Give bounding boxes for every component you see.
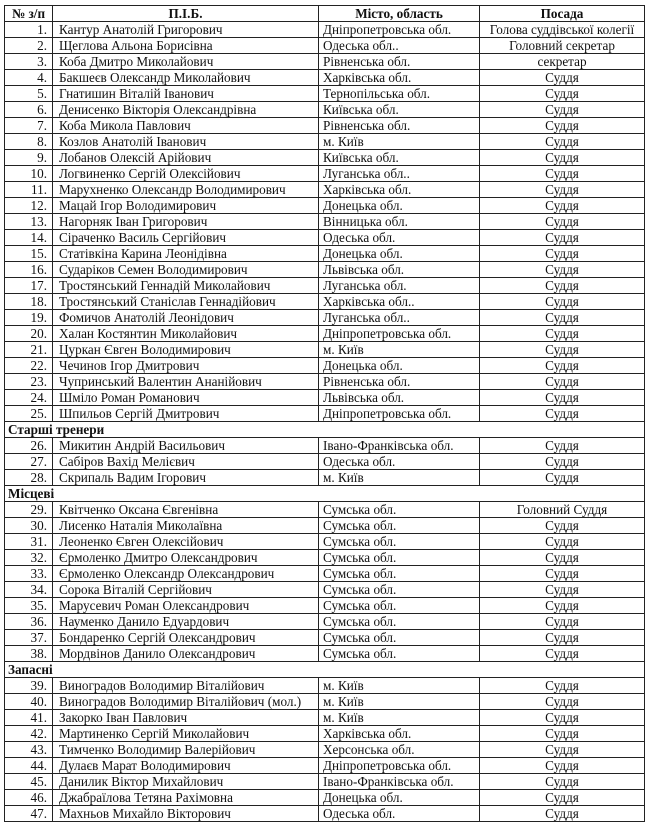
city-region-cell: Сумська обл. xyxy=(319,630,480,646)
table-row xyxy=(5,150,645,166)
city-region-cell: Харківська обл. xyxy=(319,182,480,198)
full-name-cell: Сабіров Вахід Мелієвич xyxy=(53,454,319,470)
city-region-cell: м. Київ xyxy=(319,342,480,358)
row-number: 33. xyxy=(5,566,53,582)
table-row xyxy=(5,566,645,582)
city-region-cell: м. Київ xyxy=(319,134,480,150)
row-number: 43. xyxy=(5,742,53,758)
position-cell: Суддя xyxy=(480,390,645,406)
row-number: 36. xyxy=(5,614,53,630)
position-cell: Суддя xyxy=(480,598,645,614)
section-title: Запасні xyxy=(5,662,645,678)
city-region-cell: Харківська обл. xyxy=(319,70,480,86)
city-region-cell: Луганська обл.. xyxy=(319,310,480,326)
row-number: 10. xyxy=(5,166,53,182)
position-cell: Суддя xyxy=(480,454,645,470)
full-name-cell: Тростянський Геннадій Миколайович xyxy=(53,278,319,294)
table-row xyxy=(5,326,645,342)
position-cell: Голова суддівської колегії xyxy=(480,22,645,38)
full-name-cell: Марусевич Роман Олександрович xyxy=(53,598,319,614)
full-name-cell: Єрмоленко Дмитро Олександрович xyxy=(53,550,319,566)
full-name-cell: Щеглова Альона Борисівна xyxy=(53,38,319,54)
city-region-cell: Одеська обл. xyxy=(319,230,480,246)
row-number: 37. xyxy=(5,630,53,646)
row-number: 17. xyxy=(5,278,53,294)
judges-document xyxy=(4,5,644,822)
full-name-cell: Кантур Анатолій Григорович xyxy=(53,22,319,38)
full-name-cell: Леоненко Євген Олексійович xyxy=(53,534,319,550)
table-row xyxy=(5,806,645,822)
table-row xyxy=(5,438,645,454)
full-name-cell: Скрипаль Вадим Ігорович xyxy=(53,470,319,486)
section-header-row xyxy=(5,662,645,678)
row-number: 44. xyxy=(5,758,53,774)
full-name-cell: Лисенко Наталія Миколаївна xyxy=(53,518,319,534)
full-name-cell: Тростянський Станіслав Геннадійович xyxy=(53,294,319,310)
position-cell: Суддя xyxy=(480,694,645,710)
row-number: 27. xyxy=(5,454,53,470)
position-cell: Суддя xyxy=(480,790,645,806)
city-region-cell: Донецька обл. xyxy=(319,790,480,806)
city-region-cell: Луганська обл. xyxy=(319,278,480,294)
table-row xyxy=(5,118,645,134)
table-row xyxy=(5,166,645,182)
row-number: 15. xyxy=(5,246,53,262)
row-number: 18. xyxy=(5,294,53,310)
header-city-region: Місто, область xyxy=(319,6,480,22)
row-number: 28. xyxy=(5,470,53,486)
row-number: 20. xyxy=(5,326,53,342)
position-cell: Суддя xyxy=(480,118,645,134)
full-name-cell: Закорко Іван Павлович xyxy=(53,710,319,726)
position-cell: Суддя xyxy=(480,278,645,294)
table-row xyxy=(5,710,645,726)
row-number: 25. xyxy=(5,406,53,422)
full-name-cell: Гнатишин Віталій Іванович xyxy=(53,86,319,102)
position-cell: Суддя xyxy=(480,86,645,102)
city-region-cell: Одеська обл.. xyxy=(319,38,480,54)
full-name-cell: Марухненко Олександр Володимирович xyxy=(53,182,319,198)
city-region-cell: Львівська обл. xyxy=(319,390,480,406)
full-name-cell: Квітченко Оксана Євгенівна xyxy=(53,502,319,518)
position-cell: Суддя xyxy=(480,326,645,342)
position-cell: Суддя xyxy=(480,246,645,262)
table-row xyxy=(5,550,645,566)
city-region-cell: Тернопільська обл. xyxy=(319,86,480,102)
table-body xyxy=(5,22,645,822)
table-row xyxy=(5,406,645,422)
city-region-cell: Київська обл. xyxy=(319,102,480,118)
row-number: 24. xyxy=(5,390,53,406)
city-region-cell: Рівненська обл. xyxy=(319,54,480,70)
table-row xyxy=(5,22,645,38)
table-row xyxy=(5,614,645,630)
full-name-cell: Мартиненко Сергій Миколайович xyxy=(53,726,319,742)
row-number: 3. xyxy=(5,54,53,70)
city-region-cell: м. Київ xyxy=(319,678,480,694)
table-row xyxy=(5,790,645,806)
full-name-cell: Мацай Ігор Володимирович xyxy=(53,198,319,214)
row-number: 6. xyxy=(5,102,53,118)
city-region-cell: Сумська обл. xyxy=(319,566,480,582)
position-cell: Суддя xyxy=(480,470,645,486)
city-region-cell: Харківська обл. xyxy=(319,726,480,742)
position-cell: Суддя xyxy=(480,166,645,182)
full-name-cell: Шпильов Сергій Дмитрович xyxy=(53,406,319,422)
full-name-cell: Чупринський Валентин Ананійович xyxy=(53,374,319,390)
row-number: 16. xyxy=(5,262,53,278)
position-cell: Суддя xyxy=(480,518,645,534)
row-number: 21. xyxy=(5,342,53,358)
table-row xyxy=(5,230,645,246)
position-cell: Головний Суддя xyxy=(480,502,645,518)
position-cell: Суддя xyxy=(480,102,645,118)
table-row xyxy=(5,390,645,406)
full-name-cell: Козлов Анатолій Іванович xyxy=(53,134,319,150)
table-row xyxy=(5,278,645,294)
full-name-cell: Коба Микола Павлович xyxy=(53,118,319,134)
position-cell: Суддя xyxy=(480,230,645,246)
position-cell: Суддя xyxy=(480,646,645,662)
full-name-cell: Денисенко Вікторія Олександрівна xyxy=(53,102,319,118)
position-cell: Суддя xyxy=(480,726,645,742)
city-region-cell: Дніпропетровська обл. xyxy=(319,758,480,774)
judges-table xyxy=(4,5,645,822)
table-row xyxy=(5,630,645,646)
table-row xyxy=(5,646,645,662)
full-name-cell: Халан Костянтин Миколайович xyxy=(53,326,319,342)
table-row xyxy=(5,54,645,70)
row-number: 5. xyxy=(5,86,53,102)
row-number: 41. xyxy=(5,710,53,726)
city-region-cell: Донецька обл. xyxy=(319,358,480,374)
city-region-cell: Вінницька обл. xyxy=(319,214,480,230)
position-cell: Суддя xyxy=(480,566,645,582)
table-row xyxy=(5,518,645,534)
row-number: 2. xyxy=(5,38,53,54)
full-name-cell: Бакшеєв Олександр Миколайович xyxy=(53,70,319,86)
position-cell: секретар xyxy=(480,54,645,70)
table-row xyxy=(5,598,645,614)
city-region-cell: Сумська обл. xyxy=(319,582,480,598)
full-name-cell: Сударіков Семен Володимирович xyxy=(53,262,319,278)
city-region-cell: Луганська обл.. xyxy=(319,166,480,182)
city-region-cell: Київська обл. xyxy=(319,150,480,166)
position-cell: Суддя xyxy=(480,630,645,646)
position-cell: Суддя xyxy=(480,774,645,790)
city-region-cell: Дніпропетровська обл. xyxy=(319,22,480,38)
position-cell: Суддя xyxy=(480,710,645,726)
table-row xyxy=(5,182,645,198)
row-number: 14. xyxy=(5,230,53,246)
full-name-cell: Лобанов Олексій Арійович xyxy=(53,150,319,166)
row-number: 23. xyxy=(5,374,53,390)
position-cell: Суддя xyxy=(480,214,645,230)
city-region-cell: м. Київ xyxy=(319,470,480,486)
row-number: 38. xyxy=(5,646,53,662)
table-row xyxy=(5,502,645,518)
city-region-cell: Сумська обл. xyxy=(319,598,480,614)
row-number: 45. xyxy=(5,774,53,790)
city-region-cell: Івано-Франківська обл. xyxy=(319,774,480,790)
full-name-cell: Данилик Віктор Михайлович xyxy=(53,774,319,790)
city-region-cell: Дніпропетровська обл. xyxy=(319,406,480,422)
row-number: 22. xyxy=(5,358,53,374)
position-cell: Суддя xyxy=(480,614,645,630)
table-row xyxy=(5,262,645,278)
position-cell: Суддя xyxy=(480,678,645,694)
header-full-name: П.І.Б. xyxy=(53,6,319,22)
city-region-cell: Рівненська обл. xyxy=(319,374,480,390)
row-number: 42. xyxy=(5,726,53,742)
city-region-cell: Харківська обл.. xyxy=(319,294,480,310)
full-name-cell: Виноградов Володимир Віталійович xyxy=(53,678,319,694)
table-row xyxy=(5,342,645,358)
position-cell: Головний секретар xyxy=(480,38,645,54)
table-row xyxy=(5,70,645,86)
table-row xyxy=(5,310,645,326)
row-number: 47. xyxy=(5,806,53,822)
city-region-cell: Одеська обл. xyxy=(319,806,480,822)
position-cell: Суддя xyxy=(480,438,645,454)
full-name-cell: Джабраїлова Тетяна Рахімовна xyxy=(53,790,319,806)
row-number: 35. xyxy=(5,598,53,614)
row-number: 40. xyxy=(5,694,53,710)
city-region-cell: Херсонська обл. xyxy=(319,742,480,758)
city-region-cell: Сумська обл. xyxy=(319,614,480,630)
row-number: 30. xyxy=(5,518,53,534)
full-name-cell: Цуркан Євген Володимирович xyxy=(53,342,319,358)
table-row xyxy=(5,134,645,150)
city-region-cell: Одеська обл. xyxy=(319,454,480,470)
row-number: 32. xyxy=(5,550,53,566)
row-number: 31. xyxy=(5,534,53,550)
section-title: Старші тренери xyxy=(5,422,645,438)
row-number: 39. xyxy=(5,678,53,694)
full-name-cell: Сіраченко Василь Сергійович xyxy=(53,230,319,246)
city-region-cell: Сумська обл. xyxy=(319,534,480,550)
city-region-cell: Дніпропетровська обл. xyxy=(319,326,480,342)
table-row xyxy=(5,726,645,742)
full-name-cell: Бондаренко Сергій Олександрович xyxy=(53,630,319,646)
table-row xyxy=(5,582,645,598)
position-cell: Суддя xyxy=(480,742,645,758)
full-name-cell: Микитин Андрій Васильович xyxy=(53,438,319,454)
table-row xyxy=(5,742,645,758)
city-region-cell: Сумська обл. xyxy=(319,518,480,534)
full-name-cell: Махньов Михайло Вікторович xyxy=(53,806,319,822)
header-number: № з/п xyxy=(5,6,53,22)
row-number: 19. xyxy=(5,310,53,326)
table-header-row xyxy=(5,6,645,22)
row-number: 1. xyxy=(5,22,53,38)
row-number: 11. xyxy=(5,182,53,198)
row-number: 7. xyxy=(5,118,53,134)
city-region-cell: Сумська обл. xyxy=(319,502,480,518)
city-region-cell: Івано-Франківська обл. xyxy=(319,438,480,454)
row-number: 9. xyxy=(5,150,53,166)
position-cell: Суддя xyxy=(480,134,645,150)
row-number: 8. xyxy=(5,134,53,150)
city-region-cell: Сумська обл. xyxy=(319,550,480,566)
position-cell: Суддя xyxy=(480,406,645,422)
full-name-cell: Логвиненко Сергій Олексійович xyxy=(53,166,319,182)
position-cell: Суддя xyxy=(480,582,645,598)
full-name-cell: Дулаєв Марат Володимирович xyxy=(53,758,319,774)
position-cell: Суддя xyxy=(480,374,645,390)
full-name-cell: Мордвінов Данило Олександрович xyxy=(53,646,319,662)
position-cell: Суддя xyxy=(480,182,645,198)
row-number: 29. xyxy=(5,502,53,518)
position-cell: Суддя xyxy=(480,550,645,566)
table-row xyxy=(5,246,645,262)
row-number: 12. xyxy=(5,198,53,214)
city-region-cell: Донецька обл. xyxy=(319,198,480,214)
city-region-cell: м. Київ xyxy=(319,694,480,710)
table-row xyxy=(5,470,645,486)
table-row xyxy=(5,534,645,550)
section-header-row xyxy=(5,422,645,438)
position-cell: Суддя xyxy=(480,358,645,374)
full-name-cell: Шміло Роман Романович xyxy=(53,390,319,406)
position-cell: Суддя xyxy=(480,294,645,310)
position-cell: Суддя xyxy=(480,150,645,166)
section-header-row xyxy=(5,486,645,502)
full-name-cell: Сорока Віталій Сергійович xyxy=(53,582,319,598)
position-cell: Суддя xyxy=(480,806,645,822)
position-cell: Суддя xyxy=(480,198,645,214)
table-row xyxy=(5,454,645,470)
table-row xyxy=(5,38,645,54)
row-number: 13. xyxy=(5,214,53,230)
city-region-cell: Рівненська обл. xyxy=(319,118,480,134)
city-region-cell: Донецька обл. xyxy=(319,246,480,262)
table-row xyxy=(5,758,645,774)
city-region-cell: м. Київ xyxy=(319,710,480,726)
position-cell: Суддя xyxy=(480,342,645,358)
table-row xyxy=(5,678,645,694)
full-name-cell: Статівкіна Карина Леонідівна xyxy=(53,246,319,262)
row-number: 26. xyxy=(5,438,53,454)
full-name-cell: Тимченко Володимир Валерійович xyxy=(53,742,319,758)
city-region-cell: Львівська обл. xyxy=(319,262,480,278)
city-region-cell: Сумська обл. xyxy=(319,646,480,662)
table-row xyxy=(5,294,645,310)
position-cell: Суддя xyxy=(480,70,645,86)
row-number: 34. xyxy=(5,582,53,598)
table-row xyxy=(5,774,645,790)
full-name-cell: Фомичов Анатолій Леонідович xyxy=(53,310,319,326)
position-cell: Суддя xyxy=(480,262,645,278)
section-title: Місцеві xyxy=(5,486,645,502)
position-cell: Суддя xyxy=(480,758,645,774)
full-name-cell: Нагорняк Іван Григорович xyxy=(53,214,319,230)
full-name-cell: Єрмоленко Олександр Олександрович xyxy=(53,566,319,582)
table-row xyxy=(5,358,645,374)
row-number: 46. xyxy=(5,790,53,806)
full-name-cell: Науменко Данило Едуардович xyxy=(53,614,319,630)
table-row xyxy=(5,86,645,102)
table-row xyxy=(5,374,645,390)
full-name-cell: Коба Дмитро Миколайович xyxy=(53,54,319,70)
table-row xyxy=(5,694,645,710)
row-number: 4. xyxy=(5,70,53,86)
full-name-cell: Чечинов Ігор Дмитрович xyxy=(53,358,319,374)
full-name-cell: Виноградов Володимир Віталійович (мол.) xyxy=(53,694,319,710)
position-cell: Суддя xyxy=(480,310,645,326)
position-cell: Суддя xyxy=(480,534,645,550)
header-position: Посада xyxy=(480,6,645,22)
table-row xyxy=(5,102,645,118)
table-row xyxy=(5,214,645,230)
table-row xyxy=(5,198,645,214)
